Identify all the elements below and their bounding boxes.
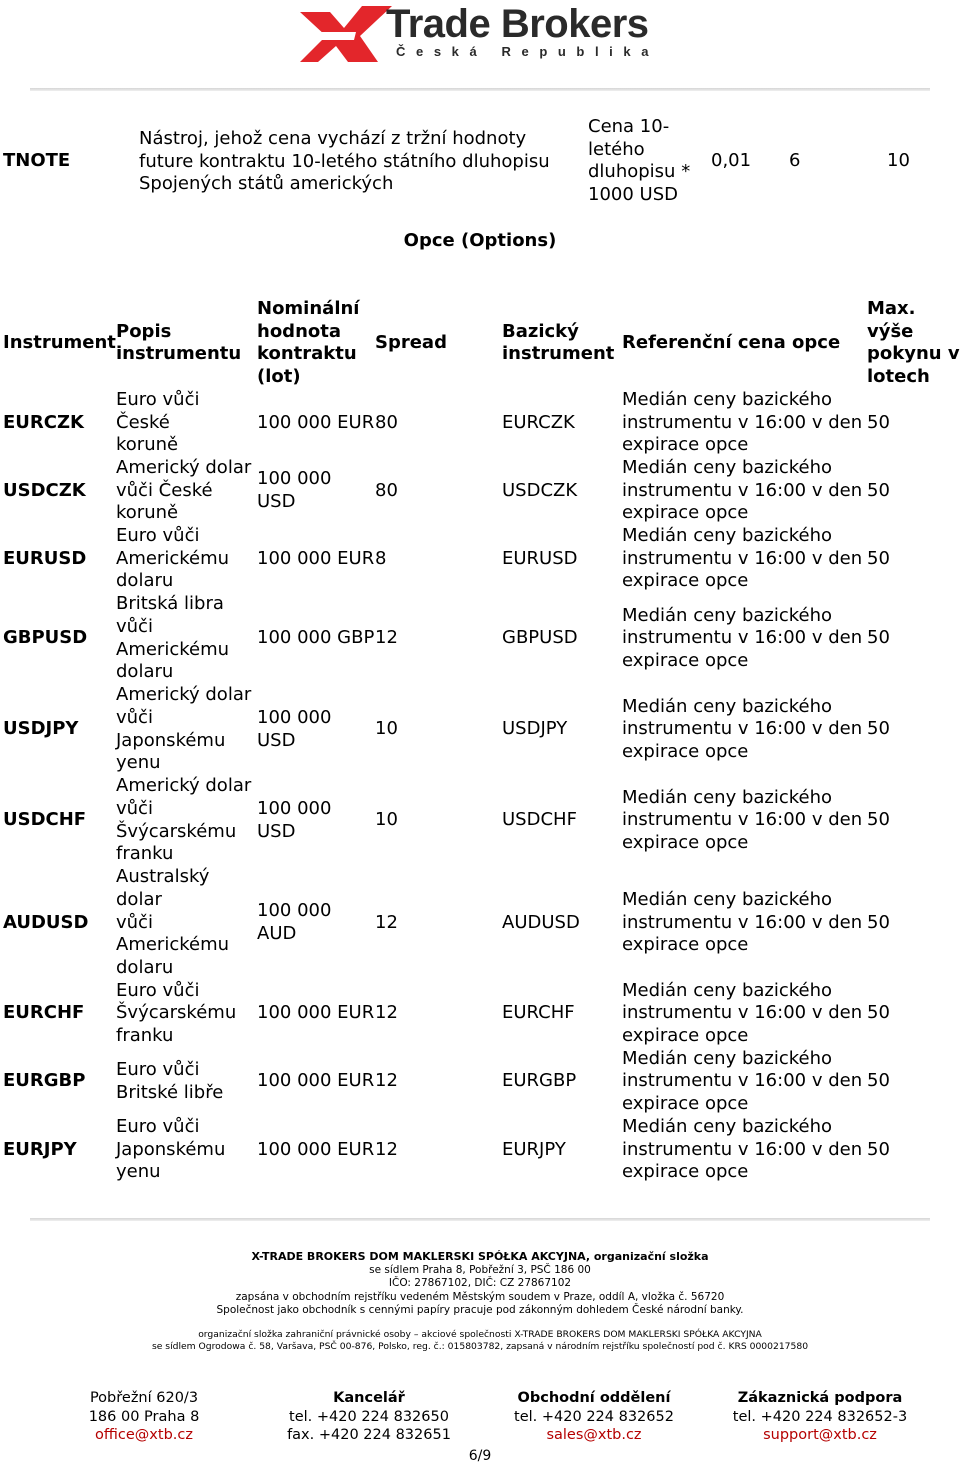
row-instrument: EURCZK [3, 411, 84, 433]
table-header-row [0, 298, 960, 389]
row-nominal: 100 000 EUR [257, 547, 375, 569]
row-description: Euro vůči Americkému dolaru [116, 525, 230, 592]
row-max: 50 [867, 1138, 890, 1160]
row-description: Britská libra vůči Americkému dolaru [116, 593, 230, 683]
row-max: 50 [867, 411, 890, 433]
options-section-title: Opce (Options) [403, 230, 557, 251]
row-nominal: 100 000 USD [257, 797, 332, 842]
row-description: Euro vůči Britské libře [116, 1059, 224, 1103]
row-instrument: GBPUSD [3, 627, 88, 649]
header-description: Popis instrumentu [116, 320, 242, 365]
table-row [0, 525, 960, 593]
table-row [0, 684, 960, 775]
row-base: EURUSD [502, 547, 578, 569]
row-base: EURCZK [502, 411, 575, 433]
row-base: USDJPY [502, 718, 568, 740]
row-max: 50 [867, 911, 890, 933]
row-max: 50 [867, 627, 890, 649]
contact-support: Zákaznická podpora tel. +420 224 832652-3 support@xtb.cz [710, 1389, 930, 1445]
row-description: Australský dolar vůči Americkému dolaru [116, 866, 230, 978]
row-nominal: 100 000 EUR [257, 411, 375, 433]
table-row [0, 1116, 960, 1184]
row-max: 50 [867, 479, 890, 501]
row-spread: 80 [375, 479, 398, 501]
contact-office: Kancelář tel. +420 224 832650 fax. +420 224 832651 [287, 1390, 451, 1443]
row-spread: 8 [375, 547, 387, 569]
tnote-value-2: 6 [789, 150, 801, 171]
table-row [0, 866, 960, 980]
row-max: 50 [867, 809, 890, 831]
sales-email-link[interactable]: sales@xtb.cz [546, 1427, 642, 1443]
row-instrument: EURJPY [3, 1138, 77, 1160]
row-spread: 12 [375, 1070, 398, 1092]
support-email-link[interactable]: support@xtb.cz [763, 1427, 877, 1443]
row-spread: 80 [375, 411, 398, 433]
header-base: Bazický instrument [502, 320, 615, 365]
row-description: Euro vůči České koruně [116, 388, 200, 456]
tnote-description: Nástroj, jehož cena vychází z tržní hodnoty future kontraktu 10-letého státního dluhopisu Spojených států amerických [139, 128, 550, 194]
row-description: Americký dolar vůči Japonskému yenu [116, 684, 252, 774]
row-nominal: 100 000 USD [257, 706, 332, 751]
table-row [0, 775, 960, 866]
table-row [0, 457, 960, 525]
header-reference: Referenční cena opce [622, 332, 841, 354]
footer-branch-info: organizační složka zahraniční právnické osoby – akciové společnosti X-TRADE BROKERS DOM MAKLERSKI SPÓŁKA AKCYJNA se sídlem Ogrodowa č. 58, Varšava, PSČ 00-876, Polsko, reg. č.: 015803782, zapsaná v národním rejstříku společností pod č. KRS 0000217580 [151, 1329, 809, 1353]
header-spread: Spread [375, 332, 447, 354]
row-reference: Medián ceny bazického instrumentu v 16:00 v den expirace opce [622, 1115, 863, 1183]
row-base: USDCZK [502, 479, 578, 501]
row-reference: Medián ceny bazického instrumentu v 16:00 v den expirace opce [622, 888, 863, 956]
row-instrument: USDCZK [3, 479, 86, 501]
logo-wordmark: Trade Brokers [386, 2, 649, 46]
header-max: Max. výše pokynu v lotech [867, 298, 960, 388]
row-reference: Medián ceny bazického instrumentu v 16:00 v den expirace opce [622, 388, 863, 456]
row-instrument: USDJPY [3, 718, 79, 740]
row-reference: Medián ceny bazického instrumentu v 16:00 v den expirace opce [622, 979, 863, 1047]
row-spread: 12 [375, 627, 398, 649]
row-base: USDCHF [502, 809, 577, 831]
row-description: Euro vůči Japonskému yenu [116, 1115, 226, 1183]
row-spread: 12 [375, 1002, 398, 1024]
row-reference: Medián ceny bazického instrumentu v 16:00 v den expirace opce [622, 1047, 863, 1115]
tnote-instrument: TNOTE [3, 150, 71, 171]
row-instrument: AUDUSD [3, 911, 89, 933]
table-row [0, 980, 960, 1048]
row-base: EURGBP [502, 1070, 577, 1092]
row-description: Euro vůči Švýcarskému franku [116, 979, 237, 1047]
row-reference: Medián ceny bazického instrumentu v 16:00 v den expirace opce [622, 525, 863, 592]
footer-rule [30, 1218, 930, 1221]
row-reference: Medián ceny bazického instrumentu v 16:00 v den expirace opce [622, 695, 863, 762]
contact-address: Pobřežní 620/3 186 00 Praha 8 office@xtb.cz [34, 1389, 254, 1445]
logo-subtitle: Česká Republika [396, 44, 660, 59]
row-nominal: 100 000 EUR [257, 1138, 375, 1160]
row-description: Americký dolar vůči Švýcarskému franku [116, 775, 252, 865]
row-instrument: USDCHF [3, 809, 87, 831]
table-row [0, 389, 960, 457]
header-rule [30, 88, 930, 91]
row-spread: 10 [375, 718, 398, 740]
page-number: 6/9 [468, 1448, 492, 1464]
row-spread: 12 [375, 911, 398, 933]
footer-company-name: X-TRADE BROKERS DOM MAKLERSKI SPÓŁKA AKCYJNA, organizační složka [251, 1250, 709, 1263]
x-logo-icon [300, 6, 396, 62]
row-nominal: 100 000 USD [257, 468, 332, 512]
row-instrument: EURUSD [3, 547, 87, 569]
row-max: 50 [867, 1002, 890, 1024]
office-email-link[interactable]: office@xtb.cz [95, 1427, 193, 1443]
contact-sales: Obchodní oddělení tel. +420 224 832652 sales@xtb.cz [484, 1389, 704, 1445]
tnote-value-1: 0,01 [711, 150, 752, 171]
footer-registration: se sídlem Praha 8, Pobřežní 3, PSČ 186 00 IČO: 27867102, DIČ: CZ 27867102 zapsána v obchodním rejstříku vedeném Městským soudem v Praze, oddíl A, vložka č. 56720 Společnost jako obchodník s cennými papíry pracuje pod zákonným dohledem České národní banky. [216, 1264, 744, 1316]
row-spread: 12 [375, 1138, 398, 1160]
header-instrument: Instrument [3, 332, 116, 354]
company-logo [300, 2, 680, 64]
row-base: EURCHF [502, 1002, 575, 1024]
table-row [0, 1048, 960, 1116]
row-nominal: 100 000 GBP [257, 627, 375, 649]
row-reference: Medián ceny bazického instrumentu v 16:00 v den expirace opce [622, 456, 863, 524]
row-instrument: EURCHF [3, 1002, 85, 1024]
row-nominal: 100 000 EUR [257, 1002, 375, 1024]
header-nominal: Nominální hodnota kontraktu (lot) [257, 298, 360, 388]
row-max: 50 [867, 718, 890, 740]
row-max: 50 [867, 547, 890, 569]
row-base: AUDUSD [502, 911, 580, 933]
table-row [0, 593, 960, 684]
row-reference: Medián ceny bazického instrumentu v 16:00 v den expirace opce [622, 786, 863, 853]
row-reference: Medián ceny bazického instrumentu v 16:00 v den expirace opce [622, 604, 863, 671]
row-instrument: EURGBP [3, 1070, 86, 1092]
row-base: GBPUSD [502, 627, 578, 649]
tnote-price: Cena 10- letého dluhopisu * 1000 USD [588, 116, 691, 205]
row-max: 50 [867, 1070, 890, 1092]
row-nominal: 100 000 EUR [257, 1070, 375, 1092]
tnote-value-3: 10 [887, 150, 910, 171]
row-spread: 10 [375, 809, 398, 831]
options-table [0, 298, 960, 1184]
row-base: EURJPY [502, 1138, 566, 1160]
row-nominal: 100 000 AUD [257, 900, 332, 944]
row-description: Americký dolar vůči České koruně [116, 456, 252, 524]
